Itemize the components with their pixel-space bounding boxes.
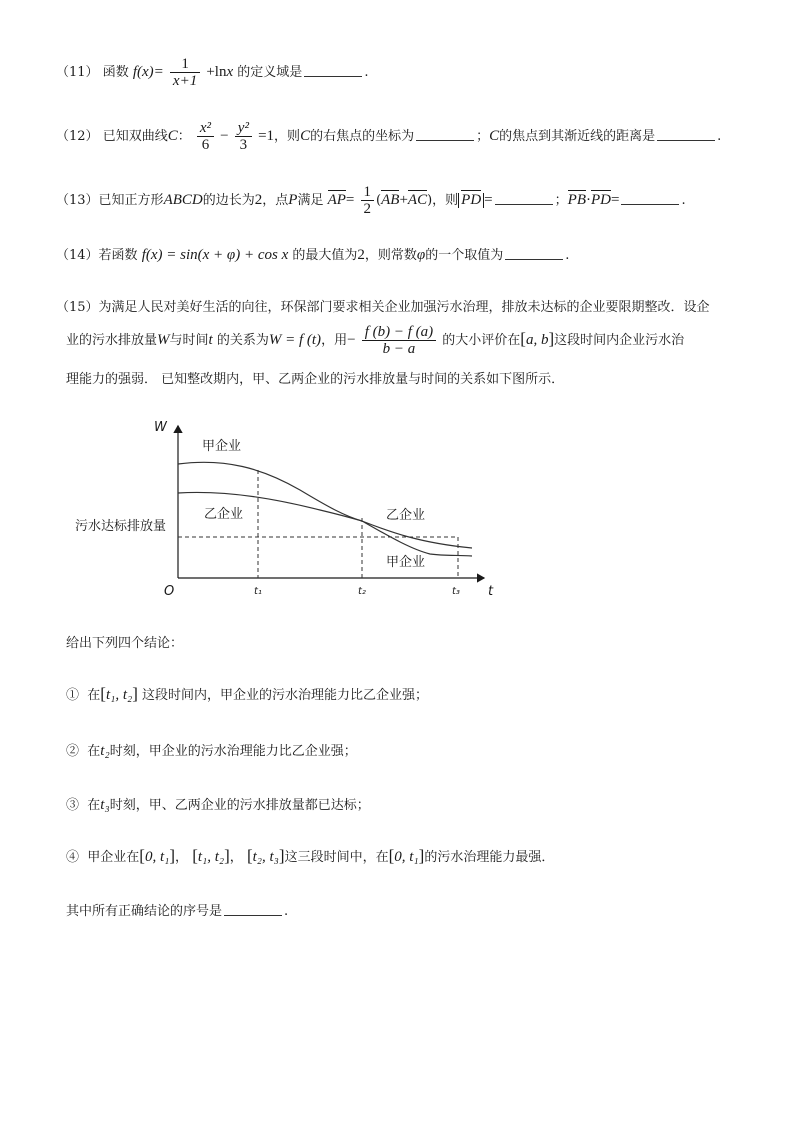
conclusion-2: ② 在t₂时刻，甲企业的污水治理能力比乙企业强； xyxy=(66,743,357,759)
conclusions-intro: 给出下列四个结论： xyxy=(66,636,184,651)
conclusion-4: ④ 甲企业在[0, t₁]， [t₁, t₂]， [t₂, t₃]这三段时间中，在[0, t₁]的污水治理能力最强． xyxy=(66,846,555,865)
jia-label-top: 甲企业 xyxy=(202,439,242,454)
conclusion-1: ① 在[t₁, t₂] 这段时间内，甲企业的污水治理能力比乙企业强； xyxy=(66,684,429,703)
question-11: （11） 函数 f(x)= $\frac{1}{x+1}$ +lnx 的定义域是 . xyxy=(56,56,369,89)
jia-label-bottom: 甲企业 xyxy=(386,555,426,570)
x-axis-label: t xyxy=(488,584,494,599)
answer-blank xyxy=(505,258,563,260)
question-15-line1: （15）为满足人民对美好生活的向往，环保部门要求相关企业加强污水治理，排放未达标的企业要限期整改．设企 xyxy=(56,300,710,315)
answer-blank xyxy=(621,203,679,205)
answer-blank xyxy=(304,75,362,77)
yi-label-left: 乙企业 xyxy=(204,507,244,522)
question-15-line2: 业的污水排放量W与时间t 的关系为W = f (t)，用− $\frac{f (b) - f (a)}{b - a}$ 的大小评价在[a, b]这段时间内企业污水治 xyxy=(66,324,685,357)
q14-expression: f(x) = sin(x + φ) + cos x xyxy=(141,247,289,263)
q14-number: （14） xyxy=(56,248,99,263)
origin-label: O xyxy=(164,584,175,599)
q12-fraction-x: $\frac{\text{x²}}{6}$ xyxy=(197,120,214,153)
emission-graph xyxy=(60,410,510,610)
t3-label: t₃ xyxy=(452,586,460,597)
yi-label-right: 乙企业 xyxy=(386,508,426,523)
y-axis-label: W xyxy=(154,420,167,435)
answer-blank xyxy=(657,139,715,141)
answer-blank xyxy=(416,139,474,141)
q13-half: $\frac{1}{2}$ xyxy=(361,184,375,217)
final-question: 其中所有正确结论的序号是 . xyxy=(66,904,289,919)
q12-number: （12） xyxy=(56,129,99,144)
t1-label: t₁ xyxy=(254,586,262,597)
q11-number: （11） xyxy=(56,65,99,80)
q15-fraction: $\frac{f (b) - f (a)}{b - a}$ xyxy=(362,324,436,357)
question-12: （12） 已知双曲线C： $\frac{\text{x²}}{6}$ − $\frac{\text{y²}}{3}$ =1，则C的右焦点的坐标为 ；C的焦点到其渐近线的距离是 . xyxy=(56,120,722,153)
t2-label: t₂ xyxy=(358,586,366,597)
question-15-line3: 理能力的强弱． 已知整改期内，甲、乙两企业的污水排放量与时间的关系如下图所示． xyxy=(66,372,565,387)
q13-number: （13） xyxy=(56,193,99,208)
answer-blank xyxy=(224,914,282,916)
q11-fraction: $\frac{1}{x+1}$ xyxy=(170,56,200,89)
answer-blank xyxy=(495,203,553,205)
conclusion-3: ③ 在t₃时刻，甲、乙两企业的污水排放量都已达标； xyxy=(66,797,370,813)
q12-fraction-y: $\frac{\text{y²}}{3}$ xyxy=(235,120,252,153)
question-13: （13）已知正方形ABCD的边长为2，点P满足 AP= $\frac{1}{2}$ (AB+AC)，则 PD = ；PB·PD= . xyxy=(56,184,686,217)
question-14: （14）若函数 f(x) = sin(x + φ) + cos x 的最大值为2，则常数φ的一个取值为 . xyxy=(56,247,570,263)
q15-number: （15） xyxy=(56,300,99,315)
standard-label: 污水达标排放量 xyxy=(75,519,167,534)
